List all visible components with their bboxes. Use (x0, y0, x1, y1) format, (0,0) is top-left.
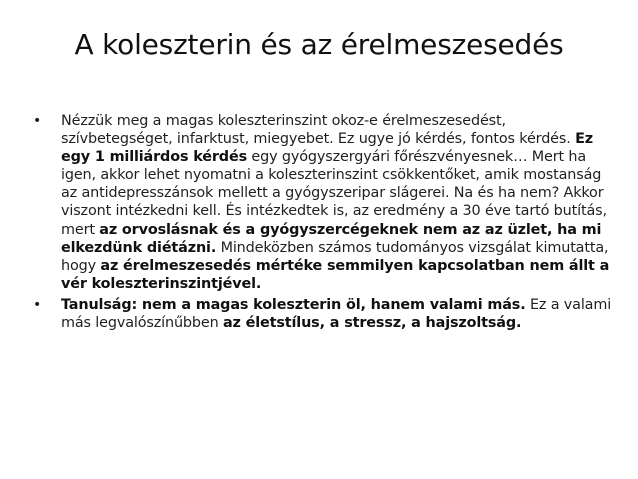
bold-text-segment: Tanulság: nem a magas koleszterin öl, hanem valami más. (61, 296, 526, 313)
text-segment: Mindeközben számos tudományos vizsgálat kimutatta, hogy (61, 239, 609, 274)
text-segment: Nézzük meg a magas koleszterinszint okoz-e érelmeszesedést, szívbetegséget, infarktust, miegyebet. Ez ugye jó kérdés, fontos kérdés. (61, 113, 576, 148)
bullet-text (61, 296, 618, 332)
slide-title: A koleszterin és az érelmeszesedés (74, 28, 564, 61)
bullet-item (33, 112, 618, 293)
text-segment: Ez a valami más legvalószínűbben (61, 296, 612, 332)
bold-text-segment: Ez egy 1 milliárdos kérdés (61, 131, 593, 166)
bold-text-segment: az orvoslásnak és a gyógyszercégeknek nem az az üzlet, ha mi elkezdünk diétázni. (61, 221, 602, 256)
bullet-list (33, 112, 618, 332)
bullet-dot-icon: • (33, 296, 42, 313)
bold-text-segment: az életstílus, a stressz, a hajszoltság. (223, 315, 522, 332)
bullet-dot-icon: • (33, 113, 42, 129)
bullet-item (33, 296, 618, 332)
bullet-text (61, 112, 618, 293)
text-segment: egy gyógyszergyári főrészvényesnek… Mert ha igen, akkor lehet nyomatni a koleszterinszint csökkentőket, amik mostanság az antidepresszánsok mellett a gyógyszeripar slágerei. Na és ha nem? Akkor viszont intézkedni kell. És intézkedtek is, az eredmény a 30 éve tartó butítás, mert (61, 149, 607, 238)
bold-text-segment: az érelmeszesedés mértéke semmilyen kapcsolatban nem állt a vér koleszterinszintjével. (61, 257, 610, 292)
